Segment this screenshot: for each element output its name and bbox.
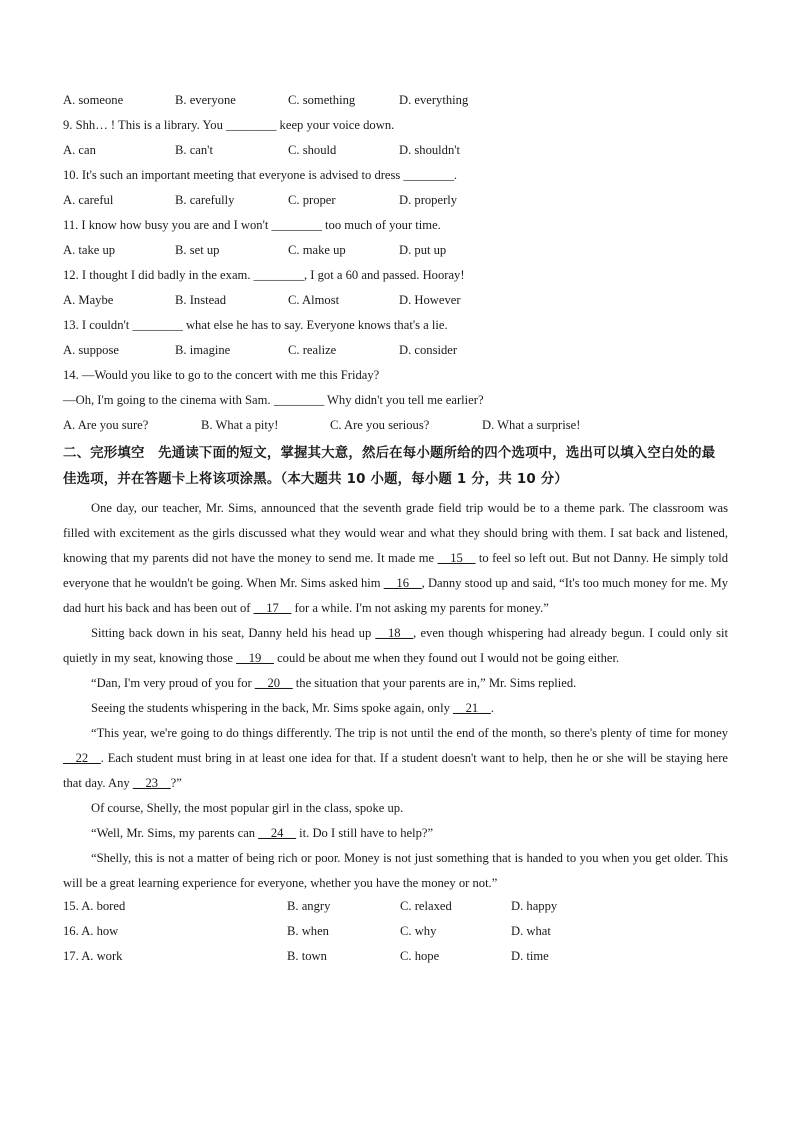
option-b: B. carefully [175,193,235,207]
q10-options [63,190,728,215]
option-b: B. set up [175,243,220,257]
q10-stem: 10. It's such an important meeting that everyone is advised to dress ________. [63,168,458,182]
option-b: B. everyone [175,93,236,107]
option-c: C. Are you serious? [330,418,430,432]
option-d: D. time [511,949,549,963]
cloze-blank-22: __22__ [63,751,101,765]
q15-options [63,896,728,921]
option-d: D. consider [399,343,458,357]
option-c: C. hope [400,949,440,963]
answer-blank: ________ [226,118,277,132]
q11-stem: 11. I know how busy you are and I won't ________ too much of your time. [63,218,441,232]
passage-paragraph: Sitting back down in his seat, Danny held his head up __18__, even though whispering had already begun. I could only sit quietly in my seat, knowing those __19__ could be about me when they found out I would not be going either. [63,626,728,665]
option-b: B. What a pity! [201,418,279,432]
option-a: A. can [63,143,96,157]
option-b: B. town [287,949,327,963]
option-a: A. Are you sure? [63,418,149,432]
cloze-blank-24: __24__ [258,826,297,840]
option-c: C. make up [288,243,346,257]
answer-blank: ________ [253,268,304,282]
q13-options [63,340,728,365]
passage-paragraph: Seeing the students whispering in the back, Mr. Sims spoke again, only __21__. [91,701,494,715]
passage-paragraph: “Well, Mr. Sims, my parents can __24__ it. Do I still have to help?” [91,826,434,840]
option-c: C. relaxed [400,899,452,913]
option-a: A. careful [63,193,114,207]
passage-paragraph: One day, our teacher, Mr. Sims, announced that the seventh grade field trip would be to a theme park. The classroom was filled with excitement as the girls discussed what they would wear and what they should bring with them. I sat back and listened, knowing that my parents did not have the money to send me. It made me __15__ to feel so left out. But not Danny. He simply told everyone that he wouldn't be going. When Mr. Sims asked him __16__, Danny stood up and said, “It's too much money for me. My dad hurt his back and has been out of __17__ for a while. I'm not asking my parents for money.” [63,501,728,615]
q12-stem: 12. I thought I did badly in the exam. ________, I got a 60 and passed. Hooray! [63,268,465,282]
cloze-blank-20: __20__ [254,676,293,690]
option-d: D. what [511,924,551,938]
option-c: C. something [288,93,356,107]
option-b: B. Instead [175,293,227,307]
q11-options [63,240,728,265]
option-a: A. Maybe [63,293,114,307]
option-d: D. properly [399,193,458,207]
q12-options [63,290,728,315]
option-d: D. shouldn't [399,143,461,157]
option-c: C. why [400,924,437,938]
option-b: B. when [287,924,329,938]
option-d: D. However [399,293,461,307]
option-a: A. take up [63,243,116,257]
option-d: D. everything [399,93,469,107]
option-a: 15. A. bored [63,899,126,913]
cloze-blank-15: __15__ [437,551,476,565]
answer-blank: ________ [403,168,454,182]
option-b: B. can't [175,143,213,157]
option-a: A. someone [63,93,124,107]
option-d: D. What a surprise! [482,418,581,432]
q14-line2: —Oh, I'm going to the cinema with Sam. ________ Why didn't you tell me earlier? [63,393,484,407]
q17-options [63,946,728,971]
q9-options [63,140,728,165]
answer-blank: ________ [273,393,325,407]
passage-paragraph: “This year, we're going to do things differently. The trip is not until the end of the month, so there's plenty of time for money __22__. Each student must bring in at least one idea for that. If a student doesn't want to help, then he or she will be staying here that day. Any __23__?” [63,726,728,790]
exam-page [63,90,728,971]
cloze-blank-23: __23__ [132,776,171,790]
q8-options [63,90,728,115]
option-a: 16. A. how [63,924,119,938]
option-c: C. proper [288,193,336,207]
cloze-blank-19: __19__ [236,651,274,665]
answer-blank: ________ [271,218,322,232]
option-c: C. realize [288,343,337,357]
passage-paragraph: Of course, Shelly, the most popular girl in the class, spoke up. [91,801,404,815]
q14-options [63,415,728,440]
option-d: D. put up [399,243,447,257]
answer-blank: ________ [132,318,183,332]
option-a: 17. A. work [63,949,123,963]
option-c: C. should [288,143,337,157]
cloze-blank-21: __21__ [453,701,491,715]
cloze-blank-18: __18__ [375,626,414,640]
q14-line1: 14. —Would you like to go to the concert with me this Friday? [63,368,380,382]
passage-paragraph: “Shelly, this is not a matter of being rich or poor. Money is not just something that is handed to you when you get older. This will be a great learning experience for everyone, whether you have the money or not.” [63,851,728,890]
passage-paragraph: “Dan, I'm very proud of you for __20__ the situation that your parents are in,” Mr. Sims replied. [91,676,577,690]
option-b: B. angry [287,899,331,913]
option-c: C. Almost [288,293,340,307]
cloze-blank-16: __16__ [383,576,422,590]
option-a: A. suppose [63,343,119,357]
q16-options [63,921,728,946]
cloze-blank-17: __17__ [253,601,292,615]
option-b: B. imagine [175,343,231,357]
option-d: D. happy [511,899,558,913]
q13-stem: 13. I couldn't ________ what else he has to say. Everyone knows that's a lie. [63,318,448,332]
q9-stem: 9. Shh… ! This is a library. You ________ keep your voice down. [63,118,395,132]
section-heading: 二、完形填空 先通读下面的短文，掌握其大意，然后在每小题所给的四个选项中，选出可以填入空白处的最佳选项，并在答题卡上将该项涂黑。（本大题共 10 小题，每小题 1 分，共 10 分） [63,446,716,487]
